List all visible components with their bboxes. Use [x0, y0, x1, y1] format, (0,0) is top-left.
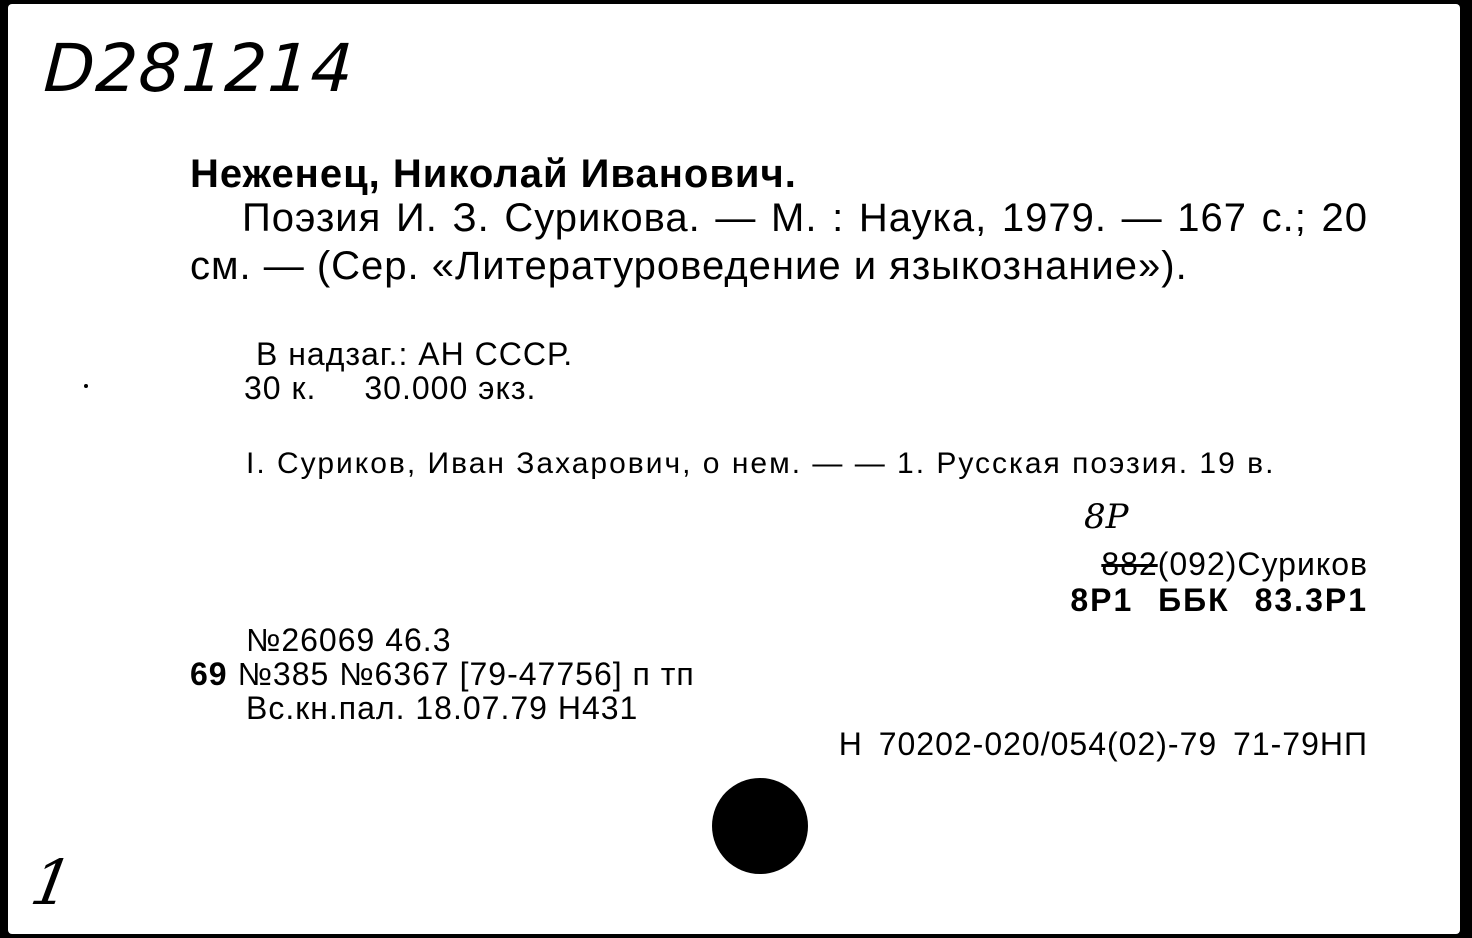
price-line — [244, 372, 536, 404]
author-name: Неженец, Николай Иванович. — [190, 152, 797, 196]
record-line-4: Н 70202-020/054(02)-79 71-79НП — [838, 726, 1368, 762]
udc-index — [1101, 548, 1368, 580]
card-dot — [84, 384, 88, 388]
subject-headings — [190, 444, 1368, 484]
catalog-card — [8, 4, 1460, 934]
call-number: D281214 — [41, 30, 356, 107]
punch-hole — [712, 778, 808, 874]
bibliographic-description — [190, 194, 1368, 290]
nadzag-note: В надзаг.: АН СССР. — [256, 336, 574, 372]
record-line-1: №26069 46.3 — [246, 622, 452, 658]
udc-struck: 882 — [1101, 546, 1158, 582]
record-prefix: 69 — [190, 656, 228, 692]
subject-text: I. Суриков, Иван Захарович, о нем. — — 1. Русская поэзия. 19 в. — [246, 447, 1276, 480]
record-line-2-text: №385 №6367 [79-47756] п тп — [237, 656, 695, 692]
description-text: Поэзия И. З. Сурикова. — М. : Наука, 1979. — 167 с.; 20 см. — (Сер. «Литературоведение и языкознание»). — [190, 196, 1368, 288]
handwritten-bbk: 8Р — [1084, 497, 1129, 537]
record-line-3: Вс.кн.пал. 18.07.79 Н431 — [246, 690, 639, 726]
corner-mark: 1 — [25, 846, 78, 919]
price: 30 к. — [244, 370, 317, 406]
record-line-2 — [190, 658, 695, 690]
udc-rest: (092)Суриков — [1157, 546, 1368, 582]
classification-codes: 8Р1 ББК 83.3Р1 — [1070, 582, 1368, 618]
copies: 30.000 экз. — [364, 370, 537, 406]
